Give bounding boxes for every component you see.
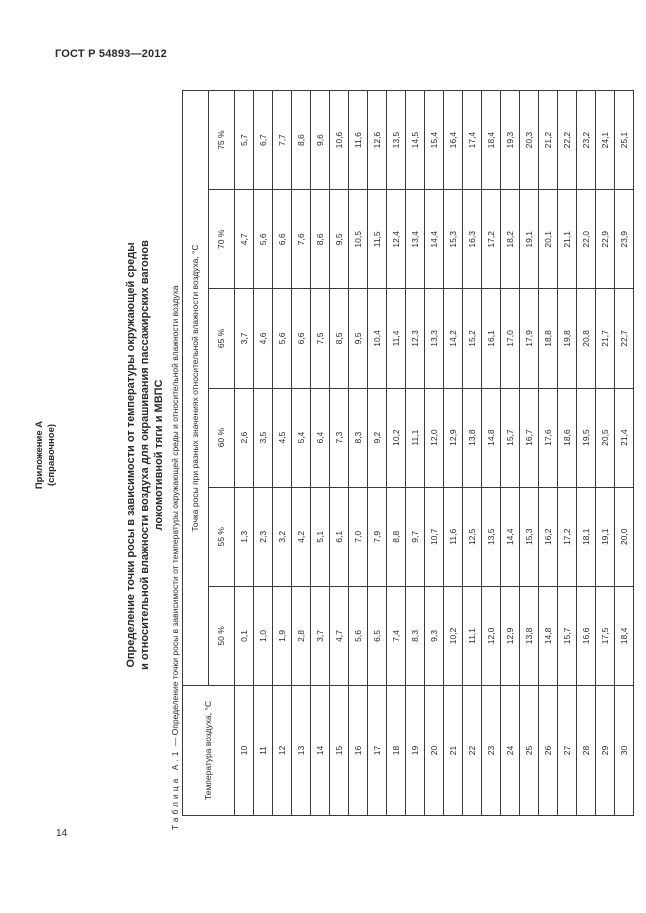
dew-point-cell: 12,4 (387, 190, 406, 289)
dew-point-cell: 11,1 (463, 586, 482, 685)
title-line: и относительной влажности воздуха для окрашивания пассажирских вагонов (139, 240, 151, 670)
header-humidity: 60 % (209, 388, 235, 487)
dew-point-cell: 7,9 (368, 487, 387, 586)
header-humidity: 70 % (209, 190, 235, 289)
dew-point-cell: 19,5 (577, 388, 596, 487)
dew-point-cell: 20,5 (596, 388, 615, 487)
dew-point-cell: 3,7 (311, 586, 330, 685)
dew-point-cell: 2,6 (235, 388, 254, 487)
dew-point-cell: 7,7 (273, 91, 292, 190)
dew-point-cell: 11,6 (444, 487, 463, 586)
dew-point-cell: 9,5 (330, 190, 349, 289)
dew-point-cell: 19,1 (596, 487, 615, 586)
dew-point-cell: 5,1 (311, 487, 330, 586)
table-row (482, 91, 501, 816)
table-caption-text: — Определение точки росы в зависимости от температуры окружающей среды и относительной влажности воздуха (170, 285, 180, 749)
dew-point-cell: 14,4 (501, 487, 520, 586)
dew-point-cell: 10,4 (368, 289, 387, 388)
table-row (425, 91, 444, 816)
dew-point-cell: 14,4 (425, 190, 444, 289)
annex-title: Приложение А (34, 420, 45, 490)
header-dew-point-group: Точка росы при разных значениях относительной влажности воздуха, °С (183, 91, 209, 686)
dew-point-cell: 13,5 (482, 487, 501, 586)
dew-point-cell: 2,3 (254, 487, 273, 586)
header-temperature: Температура воздуха, °С (183, 686, 235, 816)
dew-point-cell: 11,1 (406, 388, 425, 487)
dew-point-cell: 18,6 (558, 388, 577, 487)
dew-point-cell: 6,7 (254, 91, 273, 190)
dew-point-cell: 11,6 (349, 91, 368, 190)
dew-point-cell: 17,2 (482, 190, 501, 289)
dew-point-cell: 4,5 (273, 388, 292, 487)
dew-point-cell: 8,8 (387, 487, 406, 586)
header-humidity: 55 % (209, 487, 235, 586)
dew-point-cell: 5,7 (235, 91, 254, 190)
dew-point-cell: 8,5 (330, 289, 349, 388)
table-row (615, 91, 634, 816)
dew-point-cell: 1,3 (235, 487, 254, 586)
dew-point-cell: 9,3 (425, 586, 444, 685)
dew-point-cell: 15,7 (501, 388, 520, 487)
table-row (463, 91, 482, 816)
dew-point-cell: 16,6 (577, 586, 596, 685)
dew-point-cell: 9,5 (349, 289, 368, 388)
dew-point-cell: 6,4 (311, 388, 330, 487)
dew-point-cell: 14,2 (444, 289, 463, 388)
temperature-cell: 10 (235, 686, 254, 816)
temperature-cell: 15 (330, 686, 349, 816)
dew-point-cell: 23,9 (615, 190, 634, 289)
dew-point-cell: 12,0 (482, 586, 501, 685)
dew-point-cell: 22,2 (558, 91, 577, 190)
temperature-cell: 18 (387, 686, 406, 816)
dew-point-cell: 18,4 (482, 91, 501, 190)
dew-point-cell: 16,2 (539, 487, 558, 586)
table-row (311, 91, 330, 816)
dew-point-cell: 23,2 (577, 91, 596, 190)
page-number: 14 (56, 828, 68, 839)
temperature-cell: 17 (368, 686, 387, 816)
dew-point-cell: 12,6 (368, 91, 387, 190)
title-line: Определение точки росы в зависимости от температуры окружающей среды (125, 242, 137, 668)
temperature-cell: 16 (349, 686, 368, 816)
temperature-cell: 26 (539, 686, 558, 816)
dew-point-cell: 3,5 (254, 388, 273, 487)
temperature-cell: 27 (558, 686, 577, 816)
dew-point-cell: 21,7 (596, 289, 615, 388)
dew-point-cell: 4,7 (330, 586, 349, 685)
dew-point-cell: 13,5 (387, 91, 406, 190)
title-line: локомотивной тяги и МВПС (153, 379, 165, 531)
dew-point-cell: 17,6 (539, 388, 558, 487)
section-title (124, 80, 166, 830)
temperature-cell: 11 (254, 686, 273, 816)
dew-point-cell: 13,8 (463, 388, 482, 487)
dew-point-cell: 4,2 (292, 487, 311, 586)
dew-point-cell: 15,4 (425, 91, 444, 190)
temperature-cell: 19 (406, 686, 425, 816)
dew-point-cell: 12,0 (425, 388, 444, 487)
dew-point-cell: 5,6 (254, 190, 273, 289)
table-row (349, 91, 368, 816)
dew-point-cell: 6,6 (292, 289, 311, 388)
table-row (254, 91, 273, 816)
dew-point-cell: 22,7 (615, 289, 634, 388)
dew-point-cell: 21,1 (558, 190, 577, 289)
dew-point-cell: 13,8 (520, 586, 539, 685)
dew-point-cell: 13,4 (406, 190, 425, 289)
dew-point-cell: 12,9 (501, 586, 520, 685)
dew-point-cell: 5,6 (273, 289, 292, 388)
dew-point-cell: 12,3 (406, 289, 425, 388)
dew-point-cell: 1,0 (254, 586, 273, 685)
dew-point-cell: 4,7 (235, 190, 254, 289)
dew-point-cell: 8,6 (292, 91, 311, 190)
dew-point-cell: 19,3 (501, 91, 520, 190)
dew-point-cell: 8,3 (349, 388, 368, 487)
table-row (501, 91, 520, 816)
dew-point-cell: 6,1 (330, 487, 349, 586)
table-row (235, 91, 254, 816)
header-humidity: 65 % (209, 289, 235, 388)
dew-point-cell: 22,9 (596, 190, 615, 289)
dew-point-cell: 7,6 (292, 190, 311, 289)
dew-point-cell: 18,8 (539, 289, 558, 388)
dew-point-cell: 9,2 (368, 388, 387, 487)
dew-point-cell: 14,5 (406, 91, 425, 190)
temperature-cell: 24 (501, 686, 520, 816)
table-row (330, 91, 349, 816)
table-row (292, 91, 311, 816)
temperature-cell: 14 (311, 686, 330, 816)
dew-point-cell: 15,7 (558, 586, 577, 685)
dew-point-cell: 15,2 (463, 289, 482, 388)
dew-point-cell: 16,4 (444, 91, 463, 190)
dew-point-cell: 13,3 (425, 289, 444, 388)
table-caption (170, 80, 180, 830)
table-row (406, 91, 425, 816)
dew-point-cell: 21,4 (615, 388, 634, 487)
temperature-cell: 22 (463, 686, 482, 816)
dew-point-cell: 20,8 (577, 289, 596, 388)
dew-point-cell: 19,8 (558, 289, 577, 388)
dew-point-cell: 8,6 (311, 190, 330, 289)
table-row (368, 91, 387, 816)
dew-point-cell: 22,0 (577, 190, 596, 289)
header-humidity: 75 % (209, 91, 235, 190)
dew-point-cell: 6,5 (368, 586, 387, 685)
document-code: ГОСТ Р 54893—2012 (55, 48, 167, 60)
dew-point-cell: 21,2 (539, 91, 558, 190)
rotated-page-content (20, 80, 640, 830)
dew-point-cell: 10,2 (444, 586, 463, 685)
dew-point-cell: 18,2 (501, 190, 520, 289)
dew-point-cell: 17,2 (558, 487, 577, 586)
annex-heading (34, 80, 58, 830)
dew-point-cell: 16,7 (520, 388, 539, 487)
dew-point-cell: 11,5 (368, 190, 387, 289)
temperature-cell: 21 (444, 686, 463, 816)
dew-point-cell: 7,5 (311, 289, 330, 388)
dew-point-cell: 18,4 (615, 586, 634, 685)
table-row (387, 91, 406, 816)
dew-point-cell: 8,3 (406, 586, 425, 685)
dew-point-cell: 7,0 (349, 487, 368, 586)
dew-point-cell: 9,7 (406, 487, 425, 586)
table-row (558, 91, 577, 816)
temperature-cell: 23 (482, 686, 501, 816)
dew-point-cell: 20,1 (539, 190, 558, 289)
dew-point-cell: 1,9 (273, 586, 292, 685)
dew-point-cell: 9,6 (311, 91, 330, 190)
dew-point-cell: 20,0 (615, 487, 634, 586)
temperature-cell: 20 (425, 686, 444, 816)
dew-point-cell: 10,2 (387, 388, 406, 487)
table-row (444, 91, 463, 816)
table-row (539, 91, 558, 816)
dew-point-cell: 25,1 (615, 91, 634, 190)
dew-point-cell: 17,4 (463, 91, 482, 190)
dew-point-cell: 2,8 (292, 586, 311, 685)
dew-point-cell: 7,4 (387, 586, 406, 685)
table-caption-label: Таблица А.1 (170, 748, 180, 830)
dew-point-cell: 17,0 (501, 289, 520, 388)
dew-point-cell: 16,3 (463, 190, 482, 289)
dew-point-cell: 15,3 (520, 487, 539, 586)
temperature-cell: 29 (596, 686, 615, 816)
dew-point-table (182, 90, 634, 816)
dew-point-cell: 17,5 (596, 586, 615, 685)
dew-point-cell: 3,2 (273, 487, 292, 586)
table-row (577, 91, 596, 816)
dew-point-cell: 5,6 (349, 586, 368, 685)
dew-point-cell: 0,1 (235, 586, 254, 685)
dew-point-cell: 3,7 (235, 289, 254, 388)
dew-point-cell: 16,1 (482, 289, 501, 388)
dew-point-cell: 10,7 (425, 487, 444, 586)
temperature-cell: 12 (273, 686, 292, 816)
temperature-cell: 28 (577, 686, 596, 816)
dew-point-cell: 5,4 (292, 388, 311, 487)
dew-point-cell: 18,1 (577, 487, 596, 586)
header-humidity: 50 % (209, 586, 235, 685)
dew-point-cell: 11,4 (387, 289, 406, 388)
dew-point-cell: 20,3 (520, 91, 539, 190)
dew-point-cell: 17,9 (520, 289, 539, 388)
annex-subtitle: (справочное) (46, 423, 57, 487)
dew-point-cell: 24,1 (596, 91, 615, 190)
table-body (235, 91, 634, 816)
dew-point-cell: 4,6 (254, 289, 273, 388)
dew-point-cell: 12,5 (463, 487, 482, 586)
dew-point-cell: 19,1 (520, 190, 539, 289)
temperature-cell: 25 (520, 686, 539, 816)
dew-point-cell: 15,3 (444, 190, 463, 289)
dew-point-cell: 14,8 (482, 388, 501, 487)
temperature-cell: 30 (615, 686, 634, 816)
dew-point-cell: 7,3 (330, 388, 349, 487)
dew-point-cell: 6,6 (273, 190, 292, 289)
dew-point-cell: 14,8 (539, 586, 558, 685)
dew-point-cell: 10,5 (349, 190, 368, 289)
table-row (273, 91, 292, 816)
temperature-cell: 13 (292, 686, 311, 816)
table-row (596, 91, 615, 816)
dew-point-cell: 12,9 (444, 388, 463, 487)
table-row (520, 91, 539, 816)
dew-point-cell: 10,6 (330, 91, 349, 190)
